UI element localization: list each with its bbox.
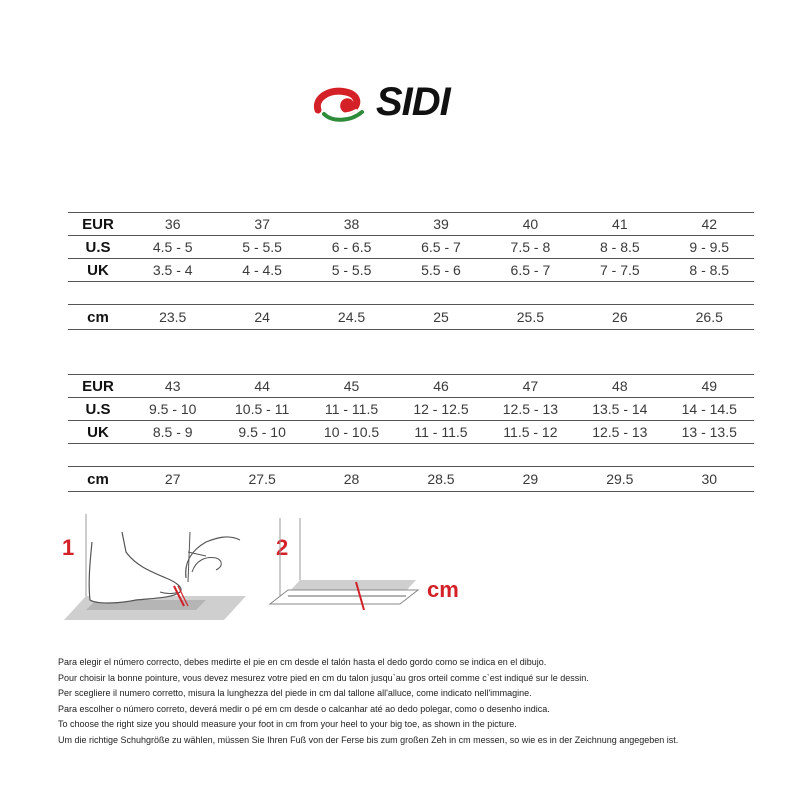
table-cell: 12.5 - 13 <box>486 398 575 421</box>
foot-measure-icon <box>64 514 246 620</box>
size-table-1 <box>68 212 754 330</box>
table-cell: 11 - 11.5 <box>307 398 396 421</box>
table-cell: 25.5 <box>486 305 575 330</box>
cm-unit-label: cm <box>427 577 459 602</box>
table-cell: 8.5 - 9 <box>128 421 217 444</box>
table-cell: 14 - 14.5 <box>665 398 754 421</box>
spacer-row <box>68 444 754 467</box>
table-cell: 8 - 8.5 <box>575 236 664 259</box>
table-cell: 36 <box>128 213 217 236</box>
table-cell: 30 <box>665 467 754 492</box>
row-label-cm: cm <box>68 467 128 492</box>
table-cell: 45 <box>307 375 396 398</box>
foot-measurement-illustration <box>56 512 436 632</box>
table-cell: 4.5 - 5 <box>128 236 217 259</box>
table-cell: 44 <box>217 375 306 398</box>
table-cell: 4 - 4.5 <box>217 259 306 282</box>
table-cell: 29.5 <box>575 467 664 492</box>
table-cell: 47 <box>486 375 575 398</box>
table-cell: 43 <box>128 375 217 398</box>
table-cell: 9 - 9.5 <box>665 236 754 259</box>
table-cell: 23.5 <box>128 305 217 330</box>
table-row <box>68 421 754 444</box>
table-cell: 25 <box>396 305 485 330</box>
row-label-eur: EUR <box>68 213 128 236</box>
row-label-uk: UK <box>68 259 128 282</box>
instruction-es: Para elegir el número correcto, debes medirte el pie en cm desde el talón hasta el dedo gordo como se indica en el dibujo. <box>58 657 547 667</box>
table-row <box>68 236 754 259</box>
table-cell: 6 - 6.5 <box>307 236 396 259</box>
sidi-swirl-icon <box>310 84 380 128</box>
row-label-us: U.S <box>68 398 128 421</box>
table-cell: 49 <box>665 375 754 398</box>
table-cell: 12 - 12.5 <box>396 398 485 421</box>
table-row <box>68 467 754 492</box>
spacer-row <box>68 282 754 305</box>
ruler-measure-icon <box>270 518 418 610</box>
table-cell: 46 <box>396 375 485 398</box>
step-number-1: 1 <box>62 535 75 560</box>
table-cell: 11.5 - 12 <box>486 421 575 444</box>
table-cell: 41 <box>575 213 664 236</box>
table-cell: 3.5 - 4 <box>128 259 217 282</box>
table-cell: 6.5 - 7 <box>396 236 485 259</box>
table-cell: 38 <box>307 213 396 236</box>
table-cell: 27 <box>128 467 217 492</box>
table-cell: 26.5 <box>665 305 754 330</box>
row-label-cm: cm <box>68 305 128 330</box>
table-cell: 26 <box>575 305 664 330</box>
table-cell: 12.5 - 13 <box>575 421 664 444</box>
table-cell: 40 <box>486 213 575 236</box>
table-cell: 8 - 8.5 <box>665 259 754 282</box>
spacer-cell <box>68 444 754 467</box>
spacer-cell <box>68 282 754 305</box>
table-cell: 5.5 - 6 <box>396 259 485 282</box>
instruction-de: Um die richtige Schuhgröße zu wählen, müssen Sie Ihren Fuß von der Ferse bis zum großen Zeh in cm messen, so wie es in der Zeichnung angegeben ist. <box>58 734 679 745</box>
table-cell: 27.5 <box>217 467 306 492</box>
table-cell: 42 <box>665 213 754 236</box>
table-cell: 7.5 - 8 <box>486 236 575 259</box>
instruction-pt: Para escolher o número correto, deverá medir o pé em cm desde o calcanhar até ao dedo polegar, como o desenho indica. <box>58 703 550 714</box>
table-row <box>68 398 754 421</box>
table-cell: 28 <box>307 467 396 492</box>
table-row <box>68 375 754 398</box>
logo-wordmark: SIDI <box>376 80 450 124</box>
table-row <box>68 259 754 282</box>
instruction-it: Per scegliere il numero corretto, misura la lunghezza del piede in cm dal tallone all'alluce, come indicato nell'immagine. <box>58 688 532 698</box>
table-cell: 37 <box>217 213 306 236</box>
instruction-fr: Pour choisir la bonne pointure, vous devez mesurez votre pied en cm du talon jusqu`au gros orteil comme c`est indiqué sur le dessin. <box>58 672 589 683</box>
step-number-2: 2 <box>276 535 289 560</box>
sidi-logo <box>310 80 510 128</box>
size-table-2 <box>68 374 754 492</box>
table-cell: 5 - 5.5 <box>307 259 396 282</box>
table-cell: 29 <box>486 467 575 492</box>
row-label-uk: UK <box>68 421 128 444</box>
table-cell: 39 <box>396 213 485 236</box>
table-cell: 10 - 10.5 <box>307 421 396 444</box>
table-cell: 9.5 - 10 <box>217 421 306 444</box>
table-cell: 7 - 7.5 <box>575 259 664 282</box>
table-cell: 9.5 - 10 <box>128 398 217 421</box>
table-cell: 11 - 11.5 <box>396 421 485 444</box>
table-cell: 13.5 - 14 <box>575 398 664 421</box>
table-row <box>68 213 754 236</box>
table-cell: 13 - 13.5 <box>665 421 754 444</box>
table-cell: 48 <box>575 375 664 398</box>
table-cell: 5 - 5.5 <box>217 236 306 259</box>
table-cell: 6.5 - 7 <box>486 259 575 282</box>
table-cell: 28.5 <box>396 467 485 492</box>
table-row <box>68 305 754 330</box>
table-cell: 24.5 <box>307 305 396 330</box>
row-label-eur: EUR <box>68 375 128 398</box>
instruction-en: To choose the right size you should measure your foot in cm from your heel to your big toe, as shown in the picture. <box>58 719 517 729</box>
row-label-us: U.S <box>68 236 128 259</box>
table-cell: 10.5 - 11 <box>217 398 306 421</box>
table-cell: 24 <box>217 305 306 330</box>
measurement-instructions <box>58 655 778 748</box>
